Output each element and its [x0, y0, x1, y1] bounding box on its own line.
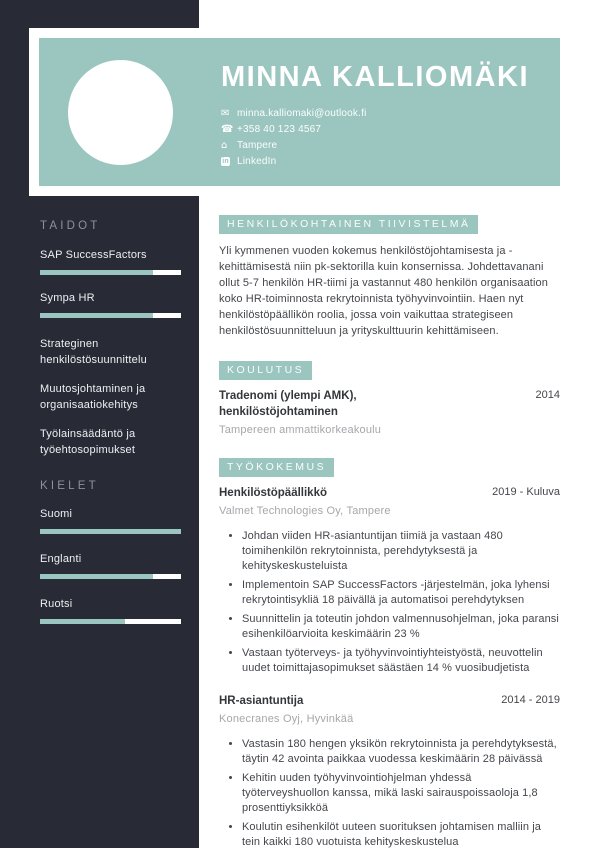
job-role: HR-asiantuntija: [219, 695, 304, 707]
job-bullet-list: [219, 529, 560, 676]
job-bullet-list: [219, 737, 560, 850]
job-bullet: • Vastasin 180 hengen yksikön rekrytoinnista ja perehdytyksestä, täytin 42 avointa paikkaa vuodessa keskimäärin 28 päivässä: [242, 737, 560, 767]
job-date: 2019 - Kuluva: [492, 486, 560, 498]
language-label: Ruotsi: [40, 598, 73, 610]
contact-linkedin[interactable]: [221, 154, 529, 170]
job-bullet: • Koulutin esihenkilöt uuteen suorituksen johtamisen malliin ja tein kaikki 180 vuotuista kehityskeskustelua: [242, 820, 560, 850]
skill-label-sap: SAP SuccessFactors: [40, 249, 147, 261]
summary-section-badge: HENKILÖKOHTAINEN TIIVISTELMÄ: [219, 215, 478, 234]
summary-text: Yli kymmenen vuoden kokemus henkilöstöjohtamisesta ja -kehittämisestä niin pk-sektorilla kuin konsernissa. Johdettavanani ollut 5-7 henkilön HR-tiimi ja vastannut 480 henkilön organisaation koko HR-toiminnosta rekrytoinnista työhyvinvointiin. Haen nyt henkilöstöpäällikön roolia, jossa voin vaikuttaa strategiseen henkilöstösuunnitteluun ja yrityskulttuurin kehittämiseen.: [219, 245, 548, 337]
skill-item: Strateginen henkilöstösuunnittelu: [40, 338, 147, 366]
header-band: [39, 38, 560, 186]
person-name: MINNA KALLIOMÄKI: [221, 60, 530, 93]
job-entry: [219, 693, 560, 850]
skill-bar-track: [40, 270, 181, 275]
language-bar-fill: [40, 574, 153, 579]
experience-section-badge: TYÖKOKEMUS: [219, 458, 334, 477]
job-bullet: • Implementoin SAP SuccessFactors -järjestelmän, joka lyhensi rekrytointisykliä 18 päivällä ja automatisoi perehdytyksen: [242, 578, 560, 608]
home-icon: ⌂: [221, 139, 228, 151]
degree-title: Tradenomi (ylempi AMK), henkilöstöjohtaminen: [219, 390, 357, 418]
language-label: Suomi: [40, 508, 73, 520]
language-label: Englanti: [40, 553, 82, 565]
contact-phone: [221, 122, 529, 138]
main-content: [219, 214, 560, 854]
skill-sap: [40, 249, 181, 275]
skill-label-sympa: Sympa HR: [40, 292, 95, 304]
avatar: [68, 60, 173, 165]
job-company: Konecranes Oyj, Hyvinkää: [219, 713, 354, 725]
job-bullet: • Vastaan työterveys- ja työhyvinvointiyhteistyöstä, neuvottelin uudet toimittajasopimukset säästäen 14 % vuosibudjetista: [242, 646, 560, 676]
skill-item: Muutosjohtaminen ja organisaatiokehitys: [40, 383, 146, 411]
skill-bar-track: [40, 313, 181, 318]
education-entry: [219, 388, 560, 436]
skill-item: Työlainsäädäntö ja työehtosopimukset: [40, 428, 136, 456]
contact-location: [221, 138, 529, 154]
skill-bar-fill: [40, 270, 153, 275]
language-bar-fill: [40, 619, 125, 624]
language-finnish: [40, 508, 181, 534]
email-icon: ✉: [221, 107, 230, 119]
phone-icon: ☎: [221, 123, 234, 135]
job-bullet: • Kehitin uuden työhyvinvointiohjelman yhdessä työterveyshuollon kanssa, mikä laski sairauspoissaoloja 1,8 prosenttiyksikköä: [242, 771, 560, 816]
school-name: Tampereen ammattikorkeakoulu: [219, 424, 382, 436]
language-english: [40, 553, 181, 579]
languages-section-title: KIELET: [40, 480, 99, 492]
language-bar-track: [40, 574, 181, 579]
job-company: Valmet Technologies Oy, Tampere: [219, 505, 391, 517]
skills-section-title: TAIDOT: [40, 220, 101, 232]
job-date: 2014 - 2019: [501, 694, 560, 706]
contact-email-text: minna.kalliomaki@outlook.fi: [237, 108, 367, 119]
job-bullet: • Suunnittelin ja toteutin johdon valmennusohjelman, joka paransi esihenkilöarvioita keskimäärin 23 %: [242, 612, 560, 642]
skill-sympa: [40, 292, 181, 318]
header-text: [221, 60, 530, 170]
language-swedish: [40, 598, 181, 624]
job-entry: [219, 485, 560, 676]
linkedin-icon: in: [222, 158, 229, 165]
contact-email[interactable]: [221, 106, 529, 122]
job-bullet: • Johdan viiden HR-asiantuntijan tiimiä ja vastaan 480 toimihenkilön rekrytoinnista, perehdytyksestä ja kehityskeskusteluista: [242, 529, 560, 574]
job-role: Henkilöstöpäällikkö: [219, 487, 328, 499]
education-date: 2014: [535, 389, 560, 401]
header: [29, 28, 570, 196]
contact-location-text: Tampere: [237, 140, 278, 151]
contact-linkedin-text: LinkedIn: [237, 156, 277, 167]
language-bar-track: [40, 619, 181, 624]
contact-phone-text: +358 40 123 4567: [237, 124, 322, 135]
skill-bar-fill: [40, 313, 153, 318]
education-section-badge: KOULUTUS: [219, 361, 312, 380]
contact-list: [221, 106, 529, 170]
language-bar-fill: [40, 529, 181, 534]
language-bar-track: [40, 529, 181, 534]
